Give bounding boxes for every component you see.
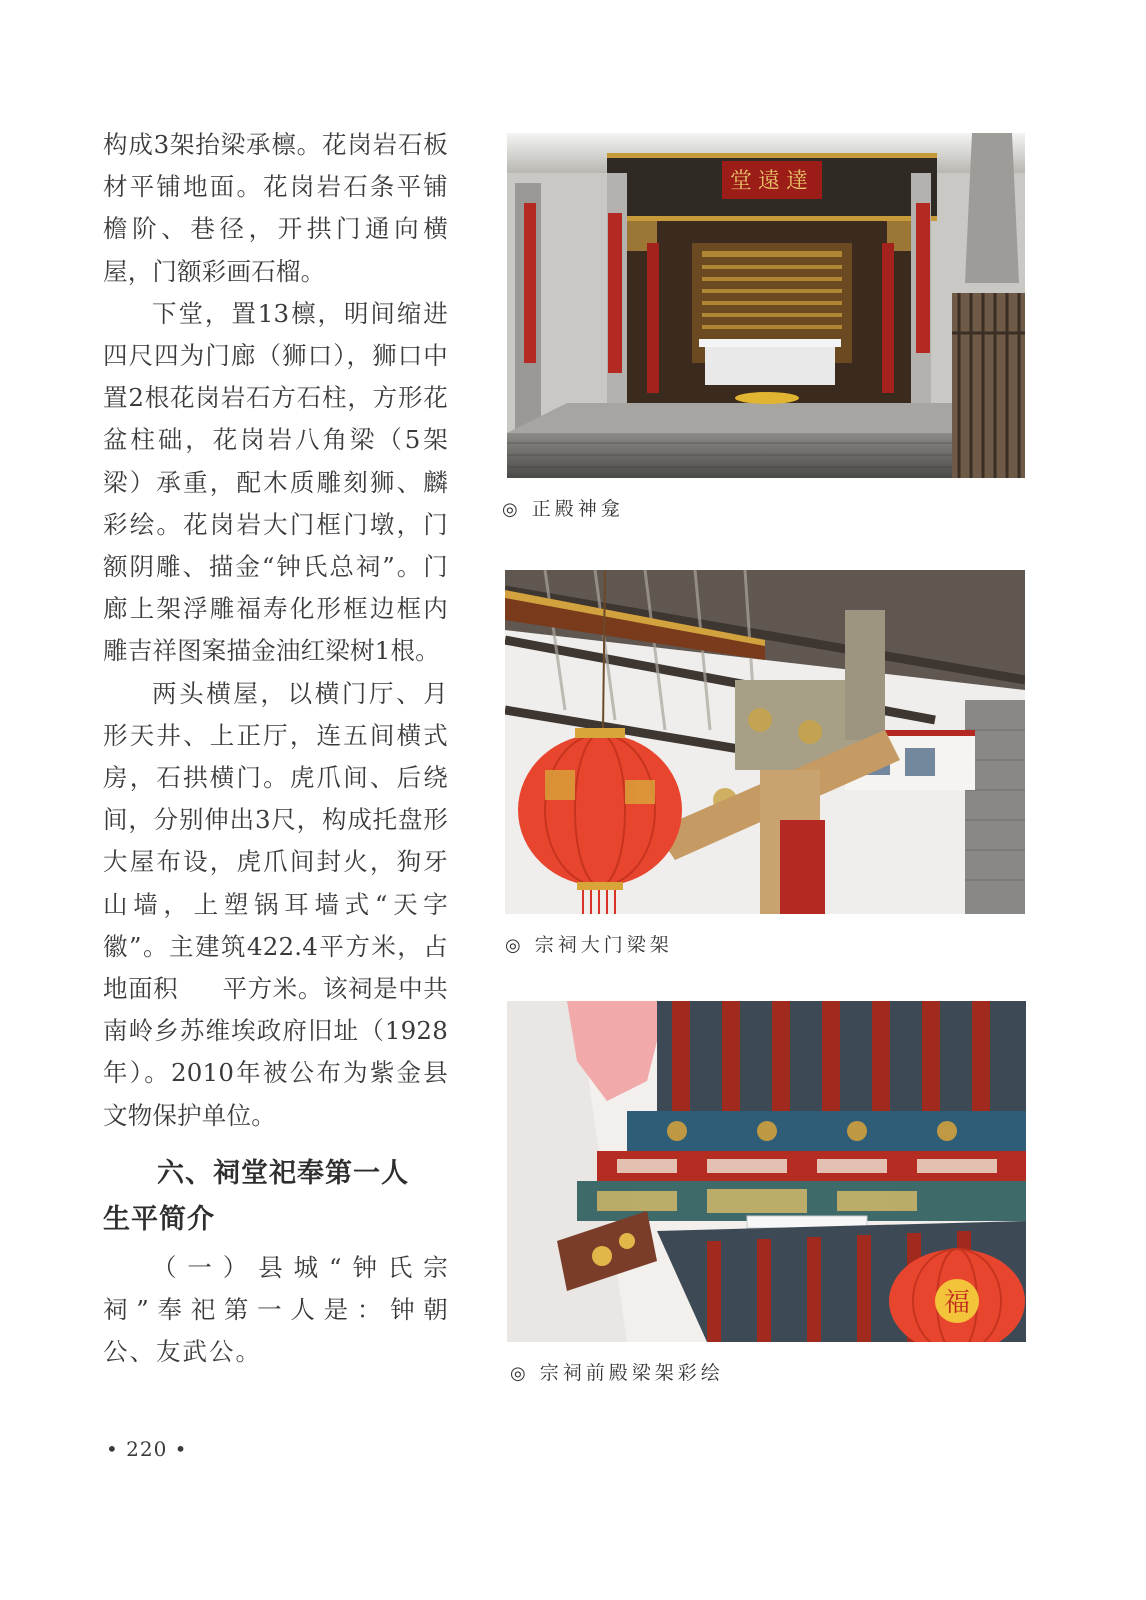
caption-photo-2-text: 宗祠大门梁架 [534, 934, 673, 956]
caption-photo-1 [502, 494, 624, 521]
paragraph-lower-hall: 下堂，置13檩，明间缩进四尺四为门廊（狮口），狮口中置2根花岗岩石方石柱，方形花盆柱础，花岗岩八角梁（5架梁）承重，配木质雕刻狮、麟彩绘。花岗岩大门框门墩，门额阴雕、描金“钟氏总祠”。门廊上架浮雕福寿化形框边框内雕吉祥图案描金油红梁树1根。 [103, 298, 448, 666]
body-text-column [103, 124, 448, 1373]
caption-mark-icon: ◎ [510, 1363, 526, 1384]
section-heading-line1: 六、祠堂祀奉第一人 [157, 1157, 409, 1189]
lantern-character: 福 [943, 1288, 971, 1318]
photo-front-hall-illustration [507, 1001, 1026, 1342]
shrine-plaque-text: 堂遠達 [729, 169, 815, 194]
subsection-paragraph [103, 1247, 448, 1374]
paragraph-structure: 构成3架抬梁承檩。花岗岩石板材平铺地面。花岗岩石条平铺檐阶、巷径，开拱门通向横屋，门额彩画石榴。 [103, 130, 448, 286]
page-number: • 220 • [106, 1437, 188, 1461]
caption-photo-2 [505, 930, 673, 957]
photo-front-hall-painted-beams [507, 1001, 1026, 1342]
caption-mark-icon: ◎ [502, 499, 518, 520]
section-heading-line2: 生平简介 [103, 1203, 215, 1235]
photo-gate-beam-frame [505, 570, 1025, 914]
caption-photo-1-text: 正殿神龛 [531, 498, 624, 520]
paragraph-side-rooms-part1: 两头横屋，以横门厅、月形天井、上正厅，连五间横式房，石拱横门。虎爪间、后绕间，分别伸出3尺，构成托盘形大屋布设，虎爪间封火，狗牙山墙，上塑锅耳墙式“天字徽”。主建筑422.4平方米，占地面积 [103, 678, 448, 1004]
paragraph-side-rooms [103, 673, 448, 1137]
caption-photo-3-text: 宗祠前殿梁架彩绘 [539, 1362, 724, 1384]
photo-main-hall-illustration [507, 133, 1025, 478]
subsection-line2: 祠”奉祀第一人是：钟朝 [103, 1295, 448, 1325]
paragraph-side-rooms-part2: 平方米。该祠是中共南岭乡苏维埃政府旧址（1928年）。2010年被公布为紫金县文物保护单位。 [103, 974, 448, 1130]
subsection-line1: （一）县城“钟氏宗 [152, 1252, 448, 1282]
photo-gate-beam-illustration [505, 570, 1025, 914]
subsection-line3: 公、友武公。 [103, 1337, 262, 1367]
caption-photo-3 [510, 1358, 724, 1385]
caption-mark-icon: ◎ [505, 935, 521, 956]
section-heading [103, 1151, 448, 1243]
photo-main-hall-shrine [507, 133, 1025, 478]
